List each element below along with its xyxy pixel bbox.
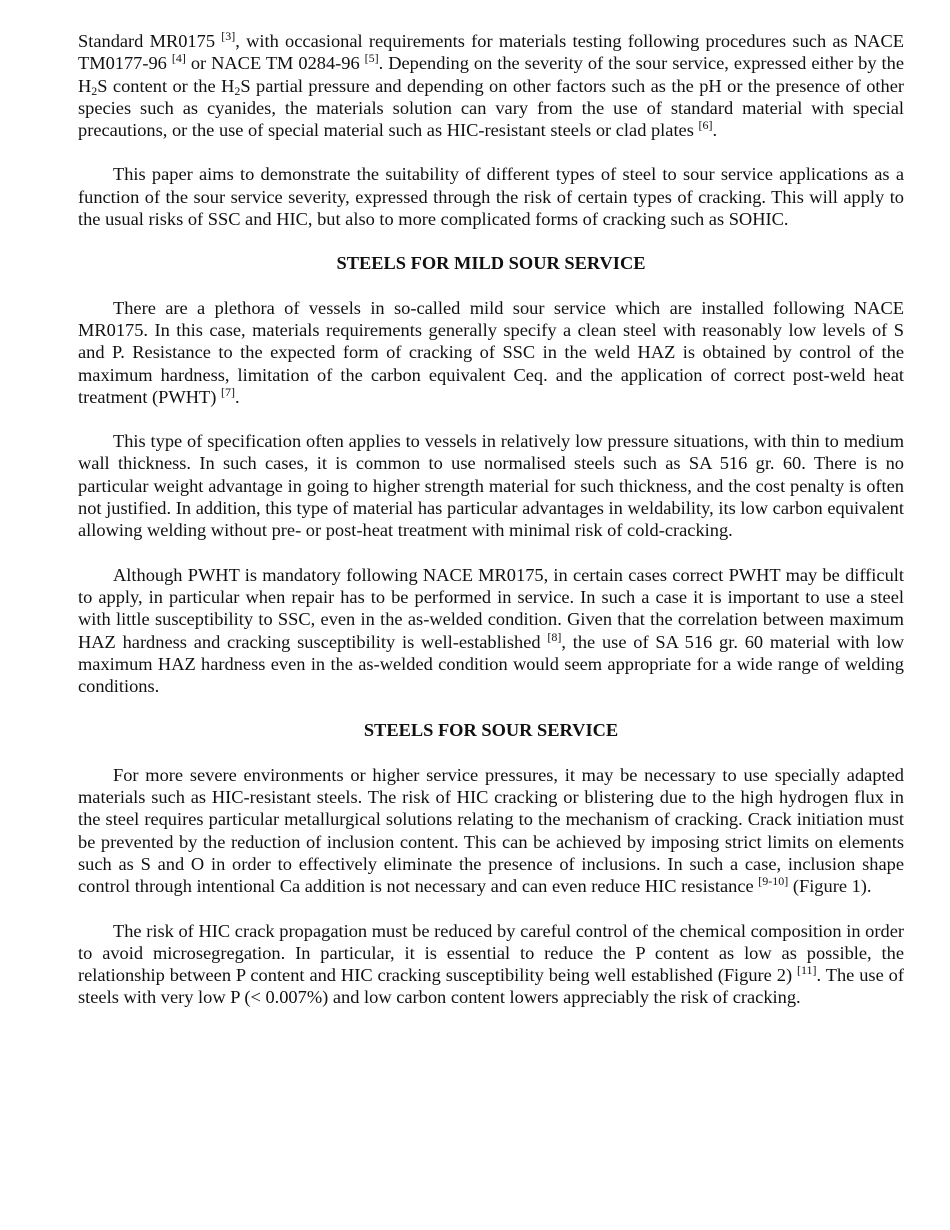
citation-6: [6] xyxy=(698,118,713,133)
section-heading-mild-sour-service: STEELS FOR MILD SOUR SERVICE xyxy=(336,253,646,274)
citation-7: [7] xyxy=(221,384,235,399)
paragraph-hic-crack-propagation: The risk of HIC crack propagation must be reduced by careful control of the chemical composition in order to avoid microsegregation. In particular, it is essential to reduce the P content as low as possible, the relationship between P content and HIC cracking susceptibility being well established (Figure 2) [11]. The use of steels with very low P (< 0.007%) and low carbon content lowers appreciably the risk of cracking. xyxy=(78,920,904,1008)
subscript-2: 2 xyxy=(91,83,98,98)
paragraph-mild-sour-vessels: There are a plethora of vessels in so-called mild sour service which are installed following NACE MR0175. In this case, materials requirements generally specify a clean steel with reasonably low levels of S and P. Resistance to the expected form of cracking of SSC in the weld HAZ is obtained by control of the maximum hardness, limitation of the carbon equivalent Ceq. and the application of correct post-weld heat treatment (PWHT) [7]. xyxy=(78,297,904,407)
citation-9-10: [9-10] xyxy=(758,874,789,889)
paragraph-sour-service-standards: Standard MR0175 [3], with occasional requirements for materials testing following procedures such as NACE TM0177-96 [4] or NACE TM 0284-96 [5]. Depending on the severity of the sour service, expressed either by the $H_2S$ content or the $H_2S$ partial pressure and depending on other factors such as the pH or the presence of other species such as cyanides, the materials solution can vary from the use of standard material with special precautions, or the use of special material such as HIC-resistant steels or clad plates [6]. xyxy=(78,29,905,141)
citation-8: [8] xyxy=(547,629,562,644)
citation-3: [3] xyxy=(221,29,236,43)
paragraph-low-pressure-specification: This type of specification often applies to vessels in relatively low pressure situations, with thin to medium wall thickness. In such cases, it is common to use normalised steels such as SA 516 gr. 60. There is no particular weight advantage in going to higher strength material for such thickness, and the cost penalty is often not justified. In addition, this type of material has particular advantages in weldability, its low carbon equivalent allowing welding without pre- or post-heat treatment with minimal risk of cold-cracking. xyxy=(78,431,904,541)
citation-4: [4] xyxy=(171,51,186,66)
paragraph-hic-resistant-steels: For more severe environments or higher service pressures, it may be necessary to use specially adapted materials such as HIC-resistant steels. The risk of HIC cracking or blistering due to the high hydrogen flux in the steel requires particular metallurgical solutions relating to the mechanism of cracking. Crack initiation must be prevented by the reduction of inclusion content. This can be achieved by imposing strict limits on elements such as S and O in order to effectively eliminate the presence of inclusions. In such a case, inclusion shape control through intentional Ca addition is not necessary and can even reduce HIC resistance [9-10] (Figure 1). xyxy=(78,764,904,897)
citation-11: [11] xyxy=(797,963,817,978)
document-page xyxy=(78,30,904,1009)
paragraph-paper-aims: This paper aims to demonstrate the suitability of different types of steel to sour service applications as a function of the sour service severity, expressed through the risk of certain types of cracking. This will apply to the usual risks of SSC and HIC, but also to more complicated forms of cracking such as SOHIC. xyxy=(78,164,904,230)
paragraph-pwht-mandatory: Although PWHT is mandatory following NACE MR0175, in certain cases correct PWHT may be difficult to apply, in particular when repair has to be performed in service. In such a case it is important to use a steel with little susceptibility to SSC, even in the as-welded condition. Given that the correlation between maximum HAZ hardness and cracking susceptibility is well-established [8], the use of SA 516 gr. 60 material with low maximum HAZ hardness even in the as-welded condition would seem appropriate for a wide range of welding conditions. xyxy=(78,564,904,697)
subscript-2: 2 xyxy=(234,83,241,98)
citation-5: [5] xyxy=(364,51,379,66)
section-heading-sour-service: STEELS FOR SOUR SERVICE xyxy=(363,720,619,741)
